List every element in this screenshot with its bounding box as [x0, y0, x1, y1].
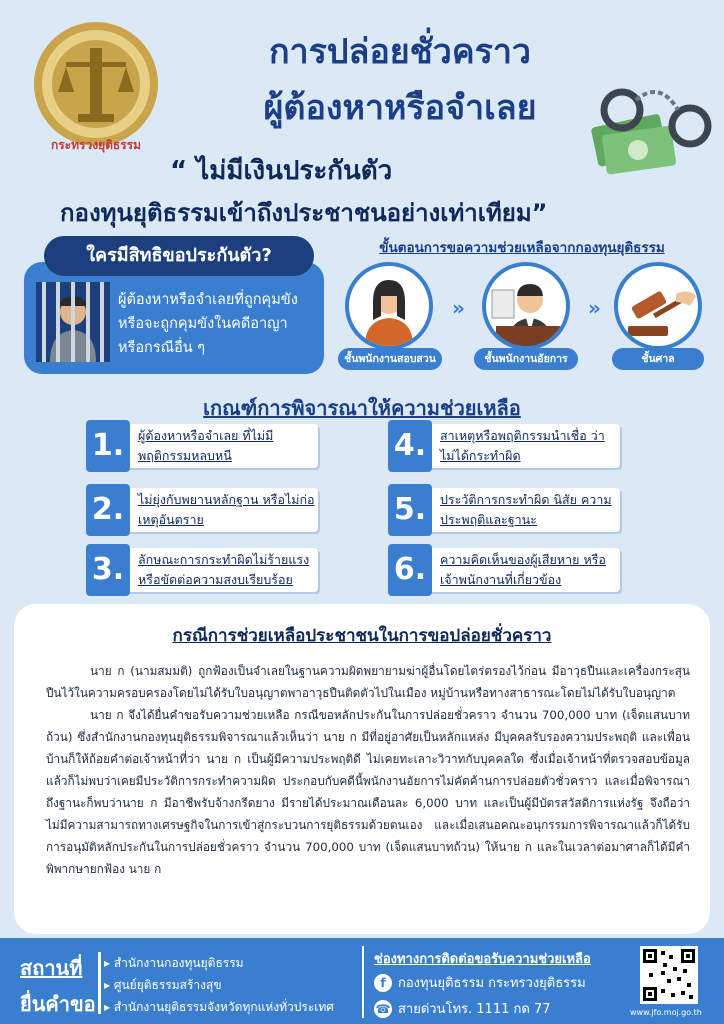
criteria-text: สาเหตุหรือพฤติกรรมนำเชื่อ ว่าไม่ได้กระทำผิด [440, 428, 605, 463]
seal-text: กระทรวงยุติธรรม [50, 138, 142, 152]
gavel-icon [614, 262, 702, 350]
footer-divider [362, 946, 364, 1018]
place-label-line1: สถานที่ [20, 956, 83, 980]
investigator-icon [345, 262, 433, 350]
criteria-text: ผู้ต้องหาหรือจำเลย ที่ไม่มีพฤติกรรมหลบหนี [138, 428, 274, 463]
criteria-number: 3. [86, 544, 130, 596]
criteria-number: 5. [388, 484, 432, 536]
criteria-item [86, 424, 318, 468]
case-study-title: กรณีการช่วยเหลือประชาชนในการขอปล่อยชั่วคราว [172, 626, 552, 646]
page-title-line2: ผู้ต้องหาหรือจำเลย [263, 88, 537, 128]
criteria-number: 1. [86, 420, 130, 472]
step-arrow-icon: » [452, 296, 465, 320]
place-label-line2: ยื่นคำขอ [20, 992, 96, 1016]
quote-line2: กองทุนยุติธรรมเข้าถึงประชาชนอย่างเท่าเทียม” [60, 199, 548, 227]
hotline-contact[interactable] [374, 998, 550, 1019]
prosecutor-icon [482, 262, 570, 350]
criteria-number: 6. [388, 544, 432, 596]
steps-heading: ขั้นตอนการขอความช่วยเหลือจากกองทุนยุติธรรม [379, 240, 665, 256]
criteria-heading: เกณฑ์การพิจารณาให้ความช่วยเหลือ [203, 396, 521, 420]
step-label-investigator: ชั้นพนักงานสอบสวน [338, 348, 442, 370]
case-study-body [46, 660, 690, 880]
criteria-item [388, 548, 620, 592]
criteria-text: ไม่ยุ่งกับพยานหลักฐาน หรือไม่ก่อเหตุอันตราย [138, 492, 315, 527]
criteria-item [388, 424, 620, 468]
entitlement-heading: ใครมีสิทธิขอประกันตัว? [44, 236, 314, 276]
criteria-text: ประวัติการกระทำผิด นิสัย ความประพฤติและฐานะ [440, 492, 612, 527]
criteria-number: 2. [86, 484, 130, 536]
case-paragraph-1: นาย ก (นามสมมติ) ถูกฟ้องเป็นจำเลยในฐานความผิดพยายามฆ่าผู้อื่นโดยไตร่ตรองไว้ก่อน มีอาวุธปืนและเครื่องกระสุนปืนไว้ในความครอบครองโดยไม่ได้รับใบอนุญาตพาอาวุธปืนติดตัวไปในเมือง หมู่บ้านหรือทางสาธารณะโดยไม่ได้รับใบอนุญาต [46, 664, 690, 700]
website-url[interactable]: www.jfo.moj.go.th [630, 1008, 702, 1017]
phone-icon: ☎ [375, 1002, 391, 1016]
contact-heading: ช่องทางการติดต่อขอรับความช่วยเหลือ [374, 952, 591, 967]
step-label-court: ชั้นศาล [612, 348, 704, 370]
criteria-item [86, 488, 318, 532]
place-item: ▸ ศูนย์ยุติธรรมสร้างสุข [104, 976, 222, 995]
criteria-item [86, 548, 318, 592]
place-item: ▸ สำนักงานกองทุนยุติธรรม [104, 954, 244, 973]
step-arrow-icon: » [588, 296, 601, 320]
handcuff-money-icon [590, 70, 715, 180]
facebook-contact[interactable] [374, 972, 586, 993]
facebook-icon: f [374, 974, 392, 992]
qr-code-icon[interactable] [640, 946, 698, 1004]
step-label-prosecutor: ชั้นพนักงานอัยการ [474, 348, 578, 370]
criteria-text: ความคิดเห็นของผู้เสียหาย หรือเจ้าพนักงานที่เกี่ยวข้อง [440, 552, 606, 587]
criteria-number: 4. [388, 420, 432, 472]
criteria-text: ลักษณะการกระทำผิดไม่ร้ายแรง หรือขัดต่อความสงบเรียบร้อย [138, 552, 310, 587]
quote-line1: “ ไม่มีเงินประกันตัว [170, 156, 393, 186]
case-paragraph-2: นาย ก จึงได้ยื่นคำขอรับความช่วยเหลือ กรณีขอหลักประกันในการปล่อยชั่วคราว จำนวน 700,000 บาท (เจ็ดแสนบาทถ้วน) ซึ่งสำนักงานกองทุนยุติธรรมพิจารณาแล้วเห็นว่า นาย ก มีที่อยู่อาศัยเป็นหลักแหล่ง มีบุคคลรับรองความประพฤติ และเพื่อนบ้านก็ให้ถ้อยคำต่อเจ้าหน้าที่ว่า นาย ก เป็นผู้มีความประพฤติดี ไม่เคยทะเลาะวิวาทกับบุคคลใด ซึ่งเมื่อเจ้าหน้าที่ตรวจสอบข้อมูลแล้วก็ไม่พบว่าเคยมีประวัติการกระทำความผิด ประกอบกับคดีนี้พนักงานอัยการไม่คัดค้านการปล่อยตัวชั่วคราว และเมื่อพิจารณาถึงฐานะก็พบว่านาย ก มีอาชีพรับจ้างกรีดยาง มีรายได้ประมาณเดือนละ 6,000 บาท และเป็นผู้มีบัตรสวัสดิการแห่งรัฐ จึงถือว่าไม่มีความสามารถทางเศรษฐกิจในการเข้าสู่กระบวนการยุติธรรมด้วยตนเอง และเมื่อเสนอคณะอนุกรรมการพิจารณาแล้วก็ได้รับการอนุมัติหลักประกันในการปล่อยชั่วคราว จำนวน 700,000 บาท (เจ็ดแสนบาทถ้วน) ให้นาย ก และในเวลาต่อมาศาลก็ได้มีคำพิพากษายกฟ้อง นาย ก [46, 708, 690, 876]
facebook-label: กองทุนยุติธรรม กระทรวงยุติธรรม [398, 976, 586, 991]
entitlement-description: ผู้ต้องหาหรือจำเลยที่ถูกคุมขัง หรือจะถูกคุมขังในคดีอาญา หรือกรณีอื่น ๆ [118, 292, 298, 356]
place-item: ▸ สำนักงานยุติธรรมจังหวัดทุกแห่งทั่วประเทศ [104, 998, 334, 1017]
prisoner-icon [36, 282, 110, 362]
criteria-item [388, 488, 620, 532]
hotline-label: สายด่วนโทร. 1111 กด 77 [398, 1002, 551, 1017]
page-title-line1: การปล่อยชั่วคราว [268, 32, 532, 72]
